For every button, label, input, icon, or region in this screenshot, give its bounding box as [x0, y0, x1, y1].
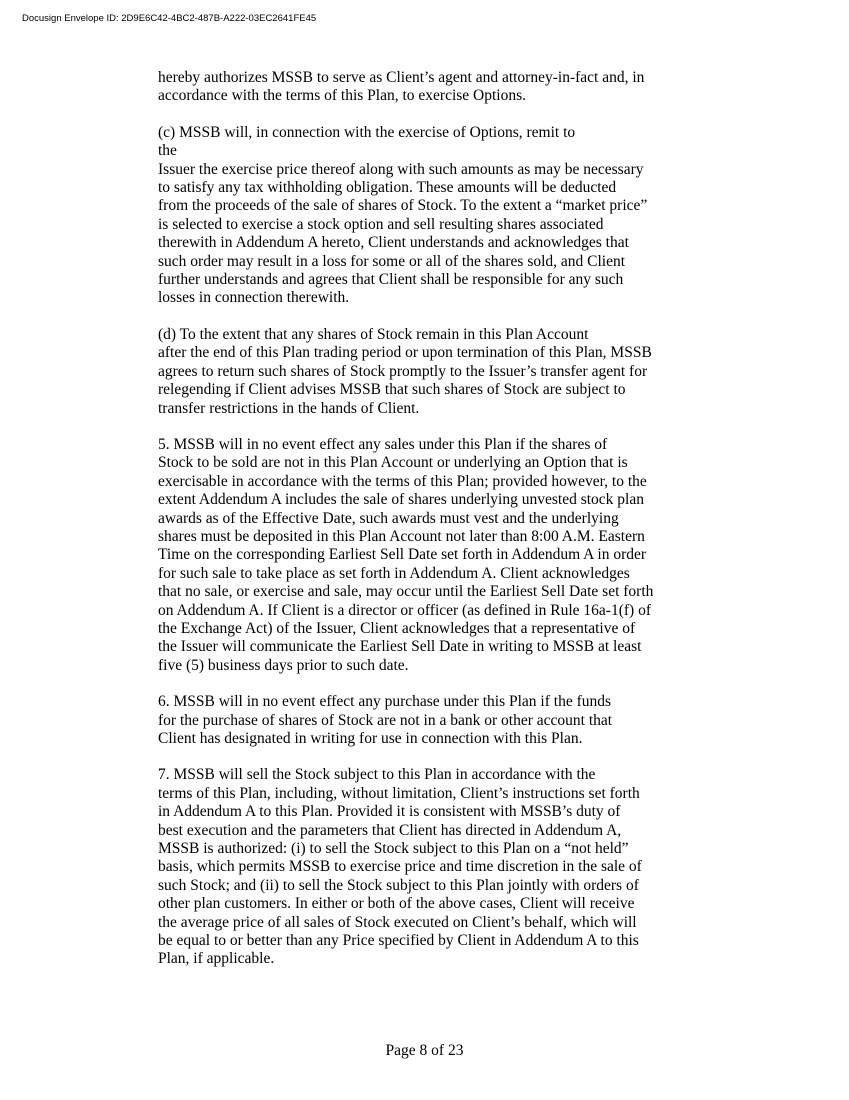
paragraph-6: 6. MSSB will in no event effect any purchase under this Plan if the funds for the purchase of shares of Stock are not in a bank or other account that Client has designated in writing for use in connection with this Plan. — [158, 693, 613, 747]
paragraph-7: 7. MSSB will sell the Stock subject to this Plan in accordance with the terms of this Plan, including, without limitation, Client’s instructions set forth in Addendum A to this Plan. Provided it is consistent with MSSB’s duty of best execution and the parameters that Client has directed in Addendum A, MSSB is authorized: (i) to sell the Stock subject to this Plan on a “not held” basis, which permits MSSB to exercise price and time discretion in the sale of such Stock; and (ii) to sell the Stock subject to this Plan jointly with orders of other plan customers. In either or both of the above cases, Client will receive the average price of all sales of Stock executed on Client’s behalf, which will be equal to or better than any Price specified by Client in Addendum A to this Plan, if applicable. — [158, 766, 642, 968]
envelope-id: Docusign Envelope ID: 2D9E6C42-4BC2-487B-A222-03EC2641FE45 — [22, 13, 317, 24]
paragraph-c: (c) MSSB will, in connection with the exercise of Options, remit to the Issuer the exercise price thereof along with such amounts as may be necessary to satisfy any tax withholding obligation. These amounts will be deducted from the proceeds of the sale of shares of Stock. To the extent a “market price” is selected to exercise a stock option and sell resulting shares associated therewith in Addendum A hereto, Client understands and acknowledges that such order may result in a loss for some or all of the shares sold, and Client further understands and agrees that Client shall be responsible for any such losses in connection therewith. — [158, 123, 648, 307]
paragraph-intro: hereby authorizes MSSB to serve as Client’s agent and attorney-in-fact and, in accordance with the terms of this Plan, to exercise Options. — [158, 69, 645, 105]
document-body — [158, 69, 698, 969]
paragraph-d: (d) To the extent that any shares of Stock remain in this Plan Account after the end of this Plan trading period or upon termination of this Plan, MSSB agrees to return such shares of Stock promptly to the Issuer’s transfer agent for relegending if Client advises MSSB that such shares of Stock are subject to transfer restrictions in the hands of Client. — [158, 325, 652, 417]
page-number: Page 8 of 23 — [385, 1042, 464, 1059]
paragraph-5: 5. MSSB will in no event effect any sales under this Plan if the shares of Stock to be sold are not in this Plan Account or underlying an Option that is exercisable in accordance with the terms of this Plan; provided however, to the extent Addendum A includes the sale of shares underlying unvested stock plan awards as of the Effective Date, such awards must vest and the underlying shares must be deposited in this Plan Account not later than 8:00 A.M. Eastern Time on the corresponding Earliest Sell Date set forth in Addendum A in order for such sale to take place as set forth in Addendum A. Client acknowledges that no sale, or exercise and sale, may occur until the Earliest Sell Date set forth on Addendum A. If Client is a director or officer (as defined in Rule 16a-1(f) of the Exchange Act) of the Issuer, Client acknowledges that a representative of the Issuer will communicate the Earliest Sell Date in writing to MSSB at least five (5) business days prior to such date. — [158, 435, 654, 674]
